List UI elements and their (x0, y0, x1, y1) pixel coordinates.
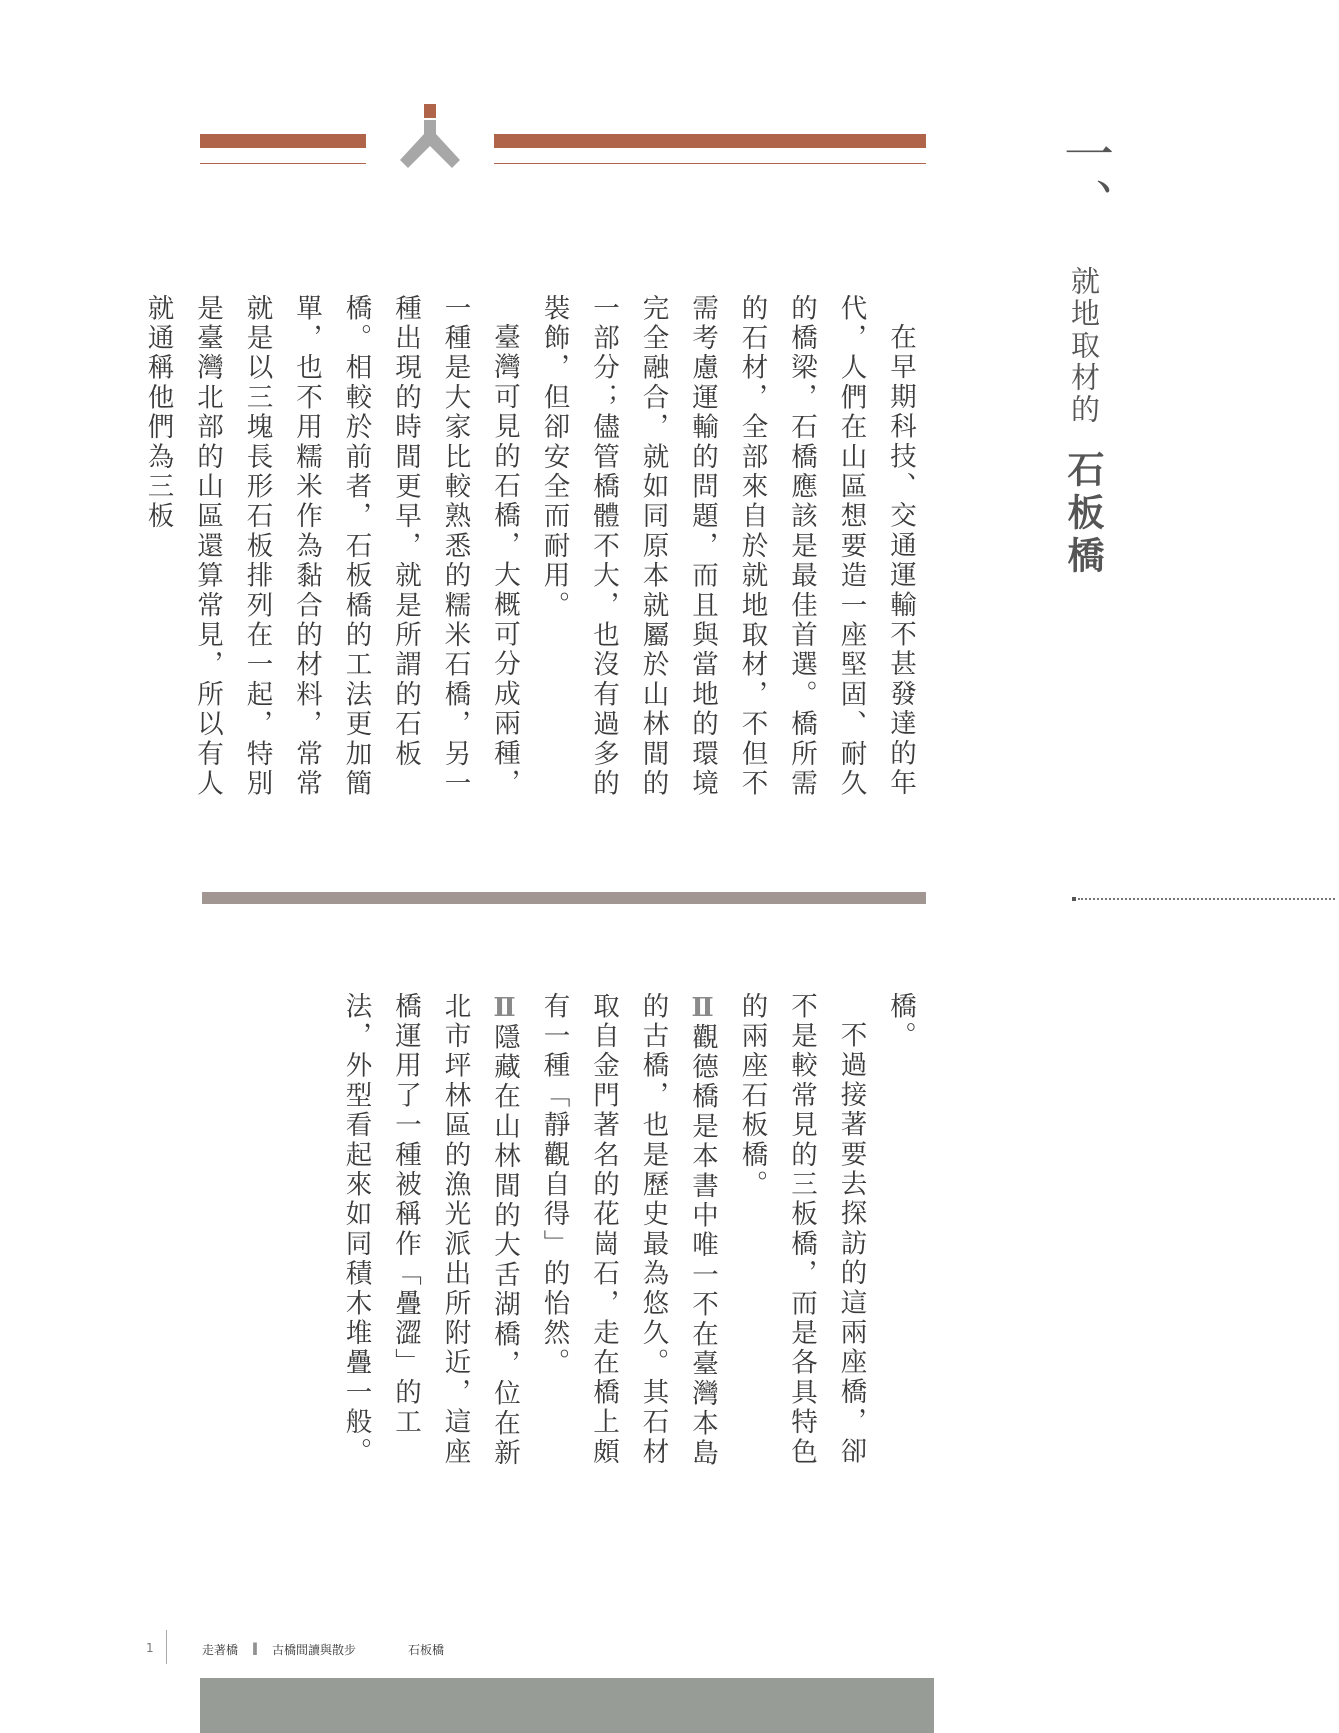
chapter-subtitle: 就地取材的 (1067, 266, 1101, 426)
section2-paragraph: 不過接著要去探訪的這兩座橋，卻不是較常見的三板橋，而是各具特色的兩座石板橋。 (736, 992, 867, 1468)
section2-text (225, 992, 925, 1480)
dotted-rule (1078, 898, 1335, 900)
footer-book-subtitle: 古橋間讀與散步 (272, 1643, 357, 1657)
header-knot (424, 104, 436, 118)
footer-book-title: 走著橋 (202, 1643, 239, 1657)
chapter-title: 石板橋 (1061, 450, 1105, 579)
footer-separator: ‖ (252, 1641, 258, 1655)
header-tripod-icon (398, 120, 462, 176)
section2-item-1: Ⅱ觀德橋是本書中唯一不在臺灣本島的古橋，也是歷史最為悠久。其石材取自金門著名的花崗石，走在橋上頗有一種「靜觀自得」的怡然。 (529, 992, 727, 1480)
header-bar-right (494, 134, 926, 148)
header-bar-left (200, 134, 366, 148)
chapter-number: 一、 (1056, 128, 1114, 228)
item-marker-icon: Ⅱ (489, 992, 520, 1023)
footer-band (200, 1678, 934, 1733)
section1-text (142, 294, 925, 810)
section2-item-2: Ⅱ隱藏在山林間的大舌湖橋，位在新北市坪林區的漁光派出所附近，這座橋運用了一種被稱作「疊澀」的工法，外型看起來如同積木堆疊一般。 (331, 992, 529, 1480)
page-number: 1 (146, 1641, 154, 1655)
section1-paragraph-1: 在早期科技、交通運輸不甚發達的年代，人們在山區想要造一座堅固、耐久的橋梁，石橋應該是最佳首選。橋所需的石材，全部來自於就地取材，不但不需考慮運輸的問題，而且與當地的環境完全融合，就如同原本就屬於山林間的一部分；儘管橋體不大，也沒有過多的裝飾，但卻安全而耐用。 (538, 294, 916, 799)
header-rule-right (494, 163, 926, 164)
section-divider-bar (202, 892, 926, 904)
item-marker-icon: Ⅱ (687, 992, 718, 1023)
footer-vertical-rule (166, 1630, 167, 1664)
section2-continuation: 橋。 (885, 992, 916, 1052)
footer-section: 石板橋 (408, 1643, 445, 1657)
section1-paragraph-2: 臺灣可見的石橋，大概可分成兩種，一種是大家比較熟悉的糯米石橋，另一種出現的時間更早，就是所謂的石板橋。相較於前者，石板橋的工法更加簡單，也不用糯米作為黏合的材料，常常就是以三塊長形石板排列在一起，特別是臺灣北部的山區還算常見，所以有人就通稱他們為三板 (142, 294, 520, 799)
dotted-rule-start (1072, 897, 1076, 901)
header-rule-left (200, 163, 366, 164)
